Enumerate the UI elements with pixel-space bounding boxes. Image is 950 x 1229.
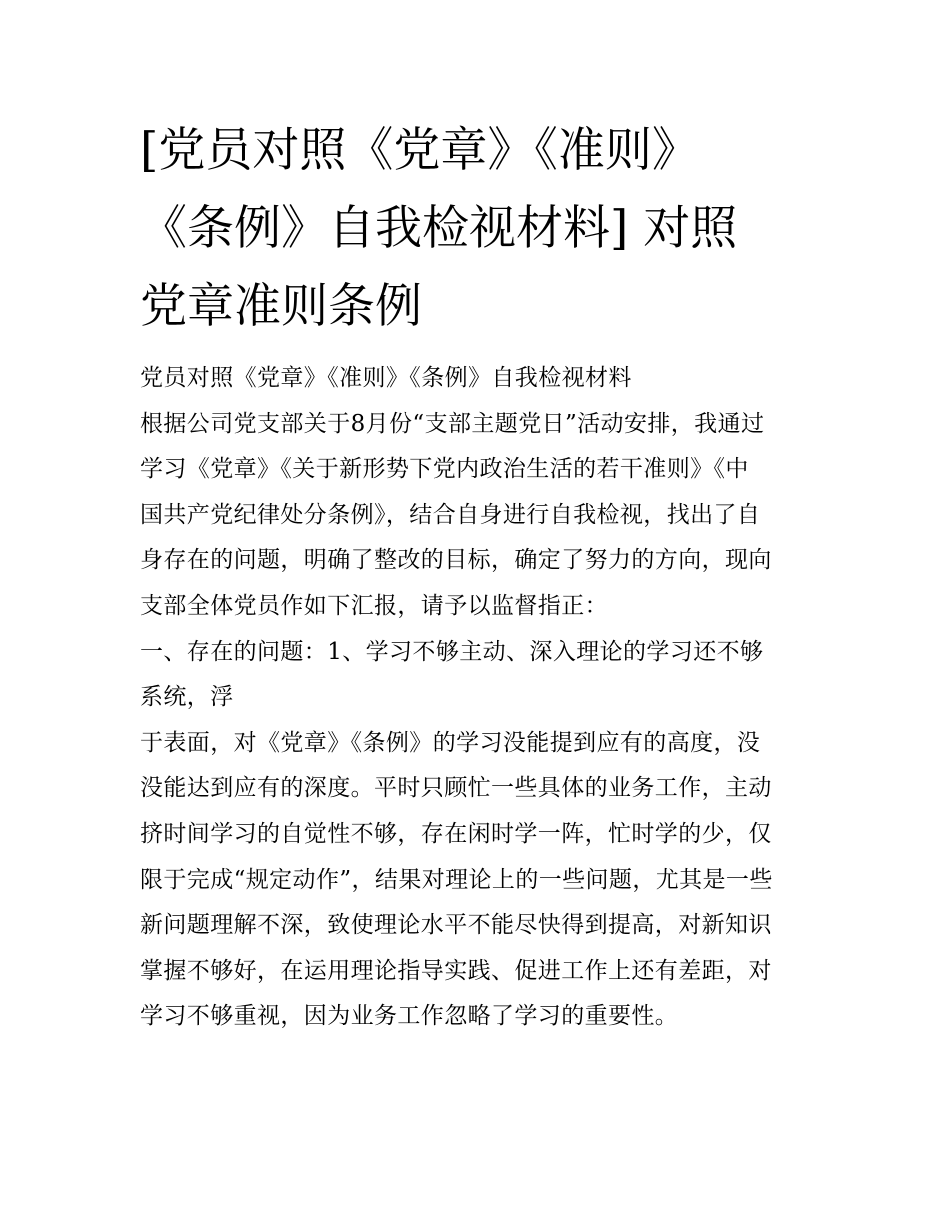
body-line: 没能达到应有的深度。平时只顾忙一些具体的业务工作，主动 — [140, 775, 772, 802]
body-line: 学习不够重视，因为业务工作忽略了学习的重要性。 — [140, 1003, 679, 1030]
body-line: 系统，浮 — [140, 684, 234, 711]
body-line: 限于完成“规定动作”，结果对理论上的一些问题，尤其是一些 — [140, 866, 773, 893]
body-line: 新问题理解不深，致使理论水平不能尽快得到提高，对新知识 — [140, 912, 772, 939]
body-line: 挤时间学习的自觉性不够，存在闲时学一阵，忙时学的少，仅 — [140, 820, 772, 847]
body-line: 掌握不够好，在运用理论指导实践、促进工作上还有差距，对 — [140, 957, 772, 984]
body-line: 国共产党纪律处分条例》，结合自身进行自我检视，找出了自 — [140, 501, 761, 528]
title-line: 党章准则条例 — [140, 279, 422, 334]
document-body — [140, 356, 820, 1040]
document-title — [140, 112, 840, 346]
title-line: 《条例》自我检视材料] 对照 — [140, 201, 738, 256]
body-line: 根据公司党支部关于8月份“支部主题党日”活动安排，我通过 — [140, 410, 765, 437]
body-line: 身存在的问题，明确了整改的目标，确定了努力的方向，现向 — [140, 547, 772, 574]
title-line: [党员对照《党章》《准则》 — [140, 123, 699, 178]
body-line: 一、存在的问题：1、学习不够主动、深入理论的学习还不够 — [140, 638, 764, 665]
body-line: 支部全体党员作如下汇报，请予以监督指正： — [140, 592, 608, 619]
body-line: 学习《党章》《关于新形势下党内政治生活的若干准则》《中 — [140, 456, 749, 483]
body-line: 于表面，对《党章》《条例》的学习没能提到应有的高度，没 — [140, 729, 761, 756]
body-line: 党员对照《党章》《准则》《条例》自我检视材料 — [140, 365, 632, 391]
